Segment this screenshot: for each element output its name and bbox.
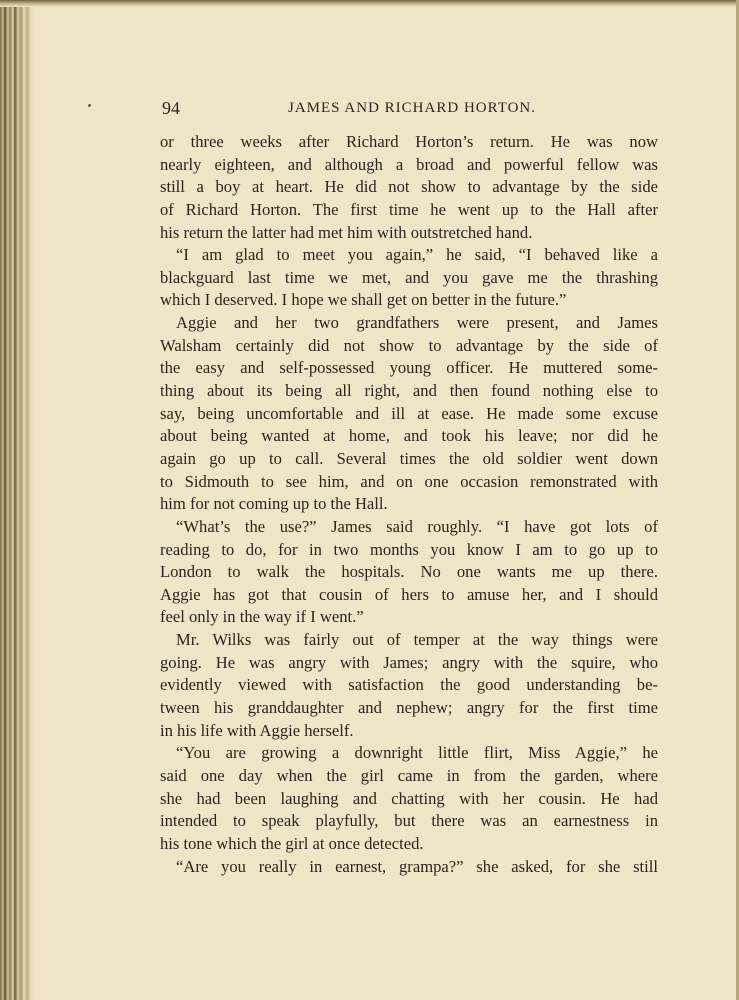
- text-line: going. He was angry with James; angry with the squire, who: [160, 652, 658, 672]
- text-line: his return the latter had met him with outstretched hand.: [160, 222, 533, 242]
- text-line: or three weeks after Richard Horton’s return. He was now: [160, 132, 658, 151]
- page-top-edge: [0, 0, 739, 7]
- text-line: blackguard last time we met, and you gave me the thrashing: [160, 267, 658, 287]
- text-line: his tone which the girl at once detected.: [160, 833, 424, 853]
- text-line: say, being uncomfortable and ill at ease. He made some excuse: [160, 403, 658, 423]
- text-line: again go up to call. Several times the old soldier went down: [160, 448, 658, 468]
- text-line: “What’s the use?” James said roughly. “I have got lots of: [176, 516, 658, 536]
- text-line: said one day when the girl came in from the garden, where: [160, 765, 658, 785]
- text-line: of Richard Horton. The first time he went up to the Hall after: [160, 199, 658, 219]
- text-line: which I deserved. I hope we shall get on better in the future.”: [160, 290, 567, 310]
- body-text: [160, 131, 658, 878]
- running-head: JAMES AND RICHARD HORTON.: [288, 100, 537, 116]
- text-line: the easy and self-possessed young officer. He muttered some-: [160, 358, 658, 378]
- page-header: [160, 98, 660, 122]
- paper-speck: [88, 104, 91, 107]
- text-line: about being wanted at home, and took his leave; nor did he: [160, 426, 658, 446]
- text-line: him for not coming up to the Hall.: [160, 494, 388, 514]
- text-line: in his life with Aggie herself.: [160, 720, 354, 740]
- text-line: Aggie has got that cousin of hers to amuse her, and I should: [160, 584, 658, 604]
- text-line: Walsham certainly did not show to advantage by the side of: [160, 335, 658, 355]
- text-line: Aggie and her two grandfathers were present, and James: [176, 313, 658, 333]
- page-number: 94: [162, 98, 180, 118]
- text-line: feel only in the way if I went.”: [160, 607, 364, 627]
- text-line: intended to speak playfully, but there was an earnestness in: [160, 811, 658, 831]
- text-line: London to walk the hospitals. No one wants me up there.: [160, 562, 658, 582]
- text-line: tween his granddaughter and nephew; angry for the first time: [160, 698, 658, 718]
- text-line: Mr. Wilks was fairly out of temper at the way things were: [176, 630, 658, 650]
- text-line: she had been laughing and chatting with her cousin. He had: [160, 788, 658, 808]
- text-line: thing about its being all right, and then found nothing else to: [160, 381, 658, 401]
- text-line: reading to do, for in two months you know I am to go up to: [160, 539, 658, 559]
- text-line: “Are you really in earnest, grampa?” she asked, for she still: [176, 856, 658, 876]
- text-line: “I am glad to meet you again,” he said, “I behaved like a: [176, 245, 658, 265]
- text-line: still a boy at heart. He did not show to advantage by the side: [160, 177, 658, 197]
- book-binding-edge: [0, 0, 34, 1000]
- text-line: to Sidmouth to see him, and on one occasion remonstrated with: [160, 471, 658, 491]
- text-line: nearly eighteen, and although a broad and powerful fellow was: [160, 154, 658, 174]
- text-line: evidently viewed with satisfaction the good understanding be-: [160, 675, 658, 695]
- text-line: “You are growing a downright little flirt, Miss Aggie,” he: [176, 743, 658, 763]
